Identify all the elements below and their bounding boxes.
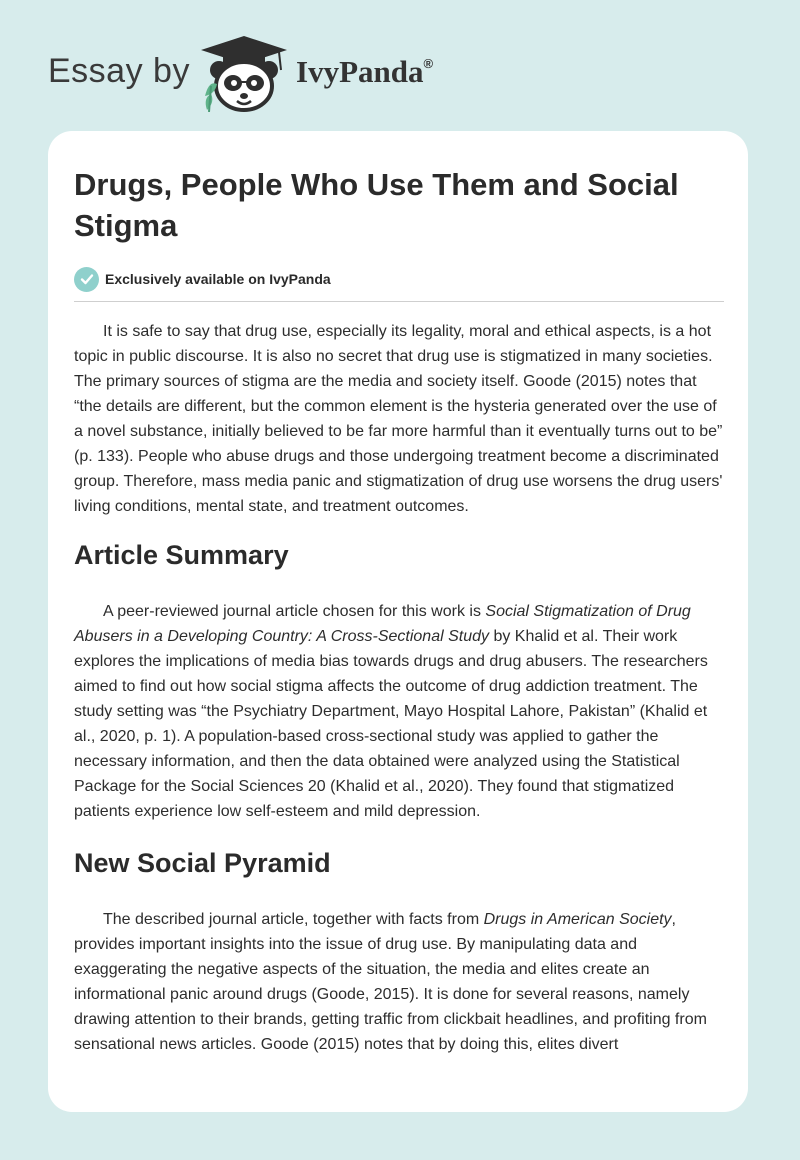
- title-divider: [74, 301, 724, 302]
- pyramid-rest-text: , provides important insights into the issue of drug use. By manipulating data and exaggerating the negative aspects of the situation, the media and elites create an informational panic around drugs (Goode, 2015). It is done for several reasons, namely drawing attention to their brands, getting traffic from clickbait headlines, and profiting from sensational news articles. Goode (2015) notes that by doing this, elites divert: [74, 911, 707, 1053]
- section-heading-new-social-pyramid: New Social Pyramid: [74, 848, 331, 878]
- registered-mark: ®: [423, 56, 434, 71]
- checkmark-icon: [74, 267, 99, 292]
- intro-paragraph: It is safe to say that drug use, especially its legality, moral and ethical aspects, is a hot topic in public discourse. It is also no secret that drug use is stigmatized in many societies. The primary sources of stigma are the media and society itself. Goode (2015) notes that “the details are different, but the common element is the hysteria generated over the use of a novel substance, initially believed to be far more harmful than it eventually turns out to be” (p. 133). People who abuse drugs and those undergoing treatment become a discriminated group. Therefore, mass media panic and stigmatization of drug use worsens the drug users' living conditions, mental state, and treatment outcomes.: [74, 323, 723, 515]
- essay-title: Drugs, People Who Use Them and Social Stigma: [74, 167, 679, 243]
- panda-logo-icon[interactable]: [201, 36, 287, 112]
- social-pyramid-paragraph: [74, 907, 724, 1057]
- exclusive-badge: [74, 266, 724, 292]
- summary-lead-text: A peer-reviewed journal article chosen for this work is: [103, 603, 486, 620]
- article-summary-paragraph: [74, 599, 724, 824]
- essay-content: [74, 164, 724, 1057]
- pyramid-cited-title: Drugs in American Society: [483, 911, 672, 928]
- essay-card: [48, 131, 748, 1112]
- pyramid-lead-text: The described journal article, together with facts from: [103, 911, 484, 928]
- summary-cited-title: Social Stigmatization of Drug Abusers in a Developing Country: A Cross-Sectional Study: [74, 603, 691, 645]
- brand-name-text: IvyPanda: [296, 54, 424, 89]
- summary-rest-text: by Khalid et al. Their work explores the implications of media bias towards drugs and drug abusers. The researchers aimed to find out how social stigma affects the outcome of drug addiction treatment. The study setting was “the Psychiatry Department, Mayo Hospital Lahore, Pakistan” (Khalid et al., 2020, p. 1). A population-based cross-sectional study was applied to gather the necessary information, and then the data obtained were analyzed using the Statistical Package for the Social Sciences 20 (Khalid et al., 2020). They found that stigmatized patients experience low self-esteem and mild depression.: [74, 628, 708, 820]
- section-heading-article-summary: Article Summary: [74, 540, 289, 570]
- brand-name[interactable]: [296, 54, 433, 90]
- essay-by-label: Essay by: [48, 52, 190, 90]
- site-header: [48, 34, 508, 114]
- exclusive-badge-label: Exclusively available on IvyPanda: [105, 271, 331, 287]
